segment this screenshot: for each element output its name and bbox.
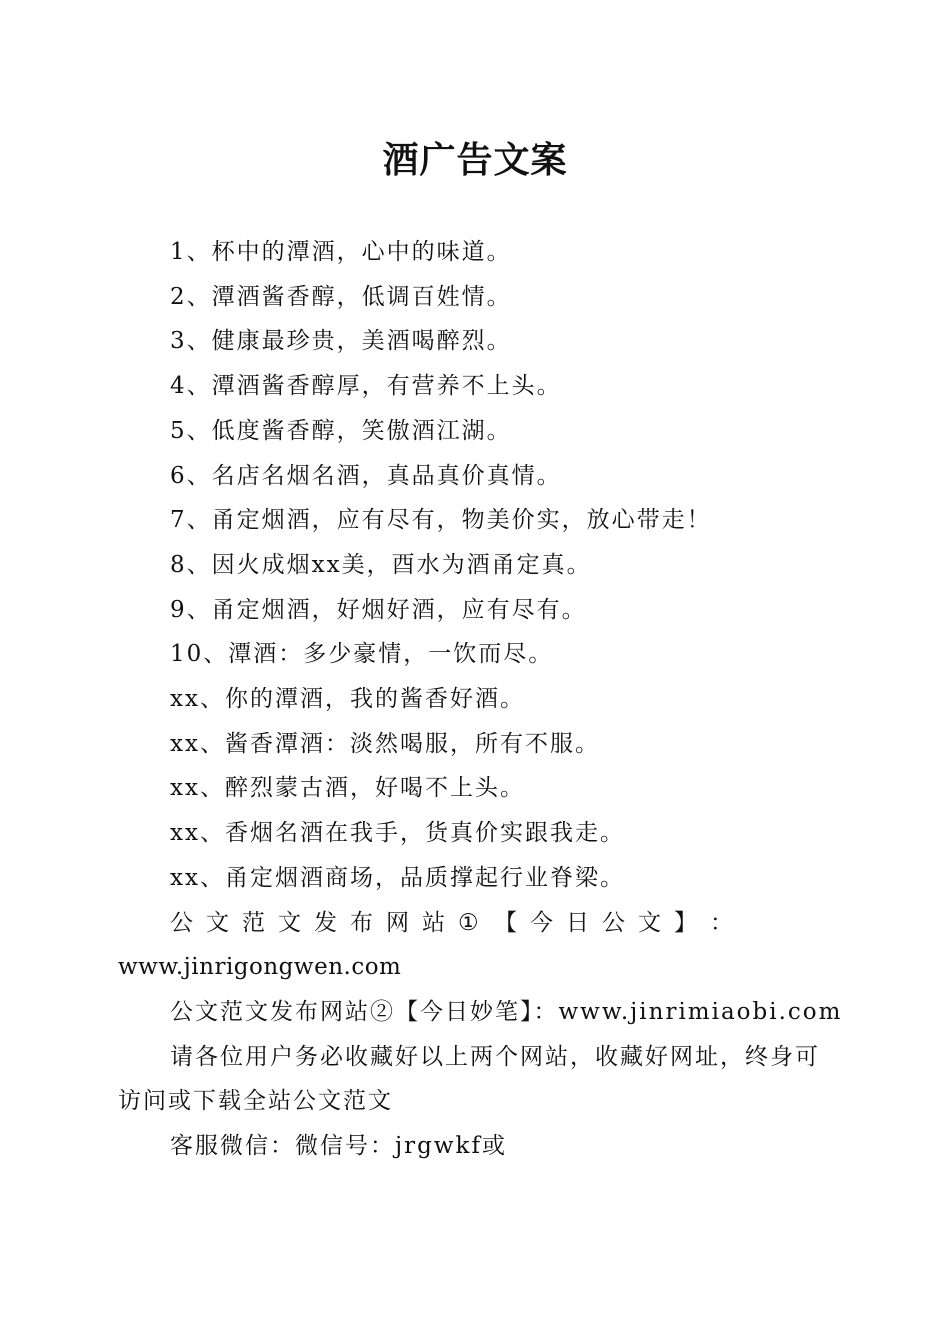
- slogan-15: xx、甬定烟酒商场，品质撑起行业脊梁。: [170, 864, 625, 891]
- slogan-5: 5、低度酱香醇，笑傲酒江湖。: [170, 417, 512, 444]
- slogan-13: xx、醉烈蒙古酒，好喝不上头。: [170, 775, 525, 802]
- site-1-label: 公 文 范 文 发 布 网 站 ① 【 今 日 公 文 】 ：: [170, 909, 733, 936]
- site-2-paragraph: 公文范文发布网站②【今日妙笔】：www.jinrimiaobi.com: [170, 998, 843, 1025]
- site-1-paragraph: [118, 901, 828, 990]
- slogan-6: 6、名店名烟名酒，真品真价真情。: [170, 462, 562, 489]
- notice-paragraph: 请各位用户务必收藏好以上两个网站，收藏好网址，终身可访问或下载全站公文范文: [118, 1043, 820, 1115]
- slogan-14: xx、香烟名酒在我手，货真价实跟我走。: [170, 820, 625, 847]
- slogan-3: 3、健康最珍贵，美酒喝醉烈。: [170, 328, 512, 355]
- site-1-url[interactable]: www.jinrigongwen.com: [118, 954, 402, 981]
- slogan-8: 8、因火成烟xx美，酉水为酒甬定真。: [170, 551, 592, 578]
- document-body: [118, 230, 843, 1169]
- slogan-7: 7、甬定烟酒，应有尽有，物美价实，放心带走！: [170, 507, 712, 534]
- slogan-12: xx、酱香潭酒：淡然喝服，所有不服。: [170, 730, 600, 757]
- contact-paragraph: 客服微信：微信号：jrgwkf或: [170, 1133, 507, 1160]
- slogan-11: xx、你的潭酒，我的酱香好酒。: [170, 686, 525, 713]
- slogan-1: 1、杯中的潭酒，心中的味道。: [170, 239, 512, 265]
- slogan-4: 4、潭酒酱香醇厚，有营养不上头。: [170, 373, 562, 400]
- slogan-9: 9、甬定烟酒，好烟好酒，应有尽有。: [170, 596, 587, 623]
- document-title: 酒广告文案: [382, 139, 568, 181]
- slogan-10: 10、潭酒：多少豪情，一饮而尽。: [170, 641, 554, 668]
- slogan-2: 2、潭酒酱香醇，低调百姓情。: [170, 283, 512, 310]
